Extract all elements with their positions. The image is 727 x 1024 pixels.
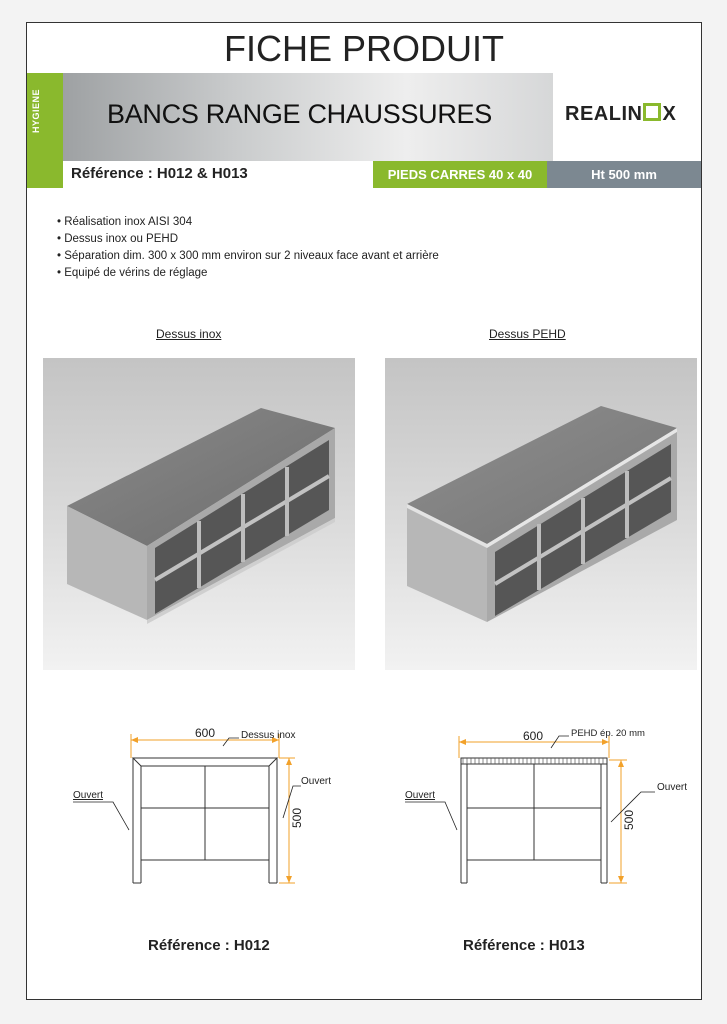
feature-list (57, 214, 439, 282)
technical-drawing-pehd (393, 718, 693, 893)
reference-text: Référence : H012 & H013 (71, 165, 248, 182)
feature-item: • Equipé de vérins de réglage (57, 265, 439, 282)
top-note: PEHD ép. 20 mm (571, 728, 645, 739)
product-title-banner (63, 73, 553, 161)
variant-subtitle-pehd: Dessus PEHD (489, 327, 566, 341)
top-note: Dessus inox (241, 730, 296, 741)
width-dimension: 600 (523, 729, 544, 743)
feature-item: • Séparation dim. 300 x 300 mm environ sur 2 niveaux face avant et arrière (57, 248, 439, 265)
width-dimension: 600 (195, 726, 216, 740)
open-side-label: Ouvert (405, 790, 436, 801)
feature-item: • Réalisation inox AISI 304 (57, 214, 439, 231)
variant-subtitle-inox: Dessus inox (156, 327, 222, 341)
category-label: HYGIENE (31, 88, 41, 133)
brand-logo-text: REALIN X (565, 103, 677, 125)
height-badge: Ht 500 mm (547, 161, 701, 188)
height-dimension: 500 (290, 807, 304, 828)
product-title: BANCS RANGE CHAUSSURES (107, 99, 492, 129)
feet-badge: PIEDS CARRES 40 x 40 (373, 161, 547, 188)
product-sheet (26, 22, 702, 1000)
product-photo-pehd (385, 358, 697, 670)
category-strip (27, 73, 63, 188)
technical-drawing-inox (63, 718, 343, 893)
reference-cell (63, 161, 373, 188)
product-header-band (27, 73, 701, 188)
open-side-label: Ouvert (73, 790, 104, 801)
reference-h013: Référence : H013 (463, 937, 585, 954)
logo-square-icon (643, 103, 661, 121)
height-dimension: 500 (622, 809, 636, 830)
product-photo-inox (43, 358, 355, 670)
reference-row (63, 161, 701, 188)
feature-item: • Dessus inox ou PEHD (57, 231, 439, 248)
open-side-label: Ouvert (301, 776, 332, 787)
page-title: FICHE PRODUIT (27, 23, 701, 74)
open-side-label: Ouvert (657, 782, 688, 793)
brand-logo (553, 73, 701, 161)
reference-h012: Référence : H012 (148, 937, 270, 954)
